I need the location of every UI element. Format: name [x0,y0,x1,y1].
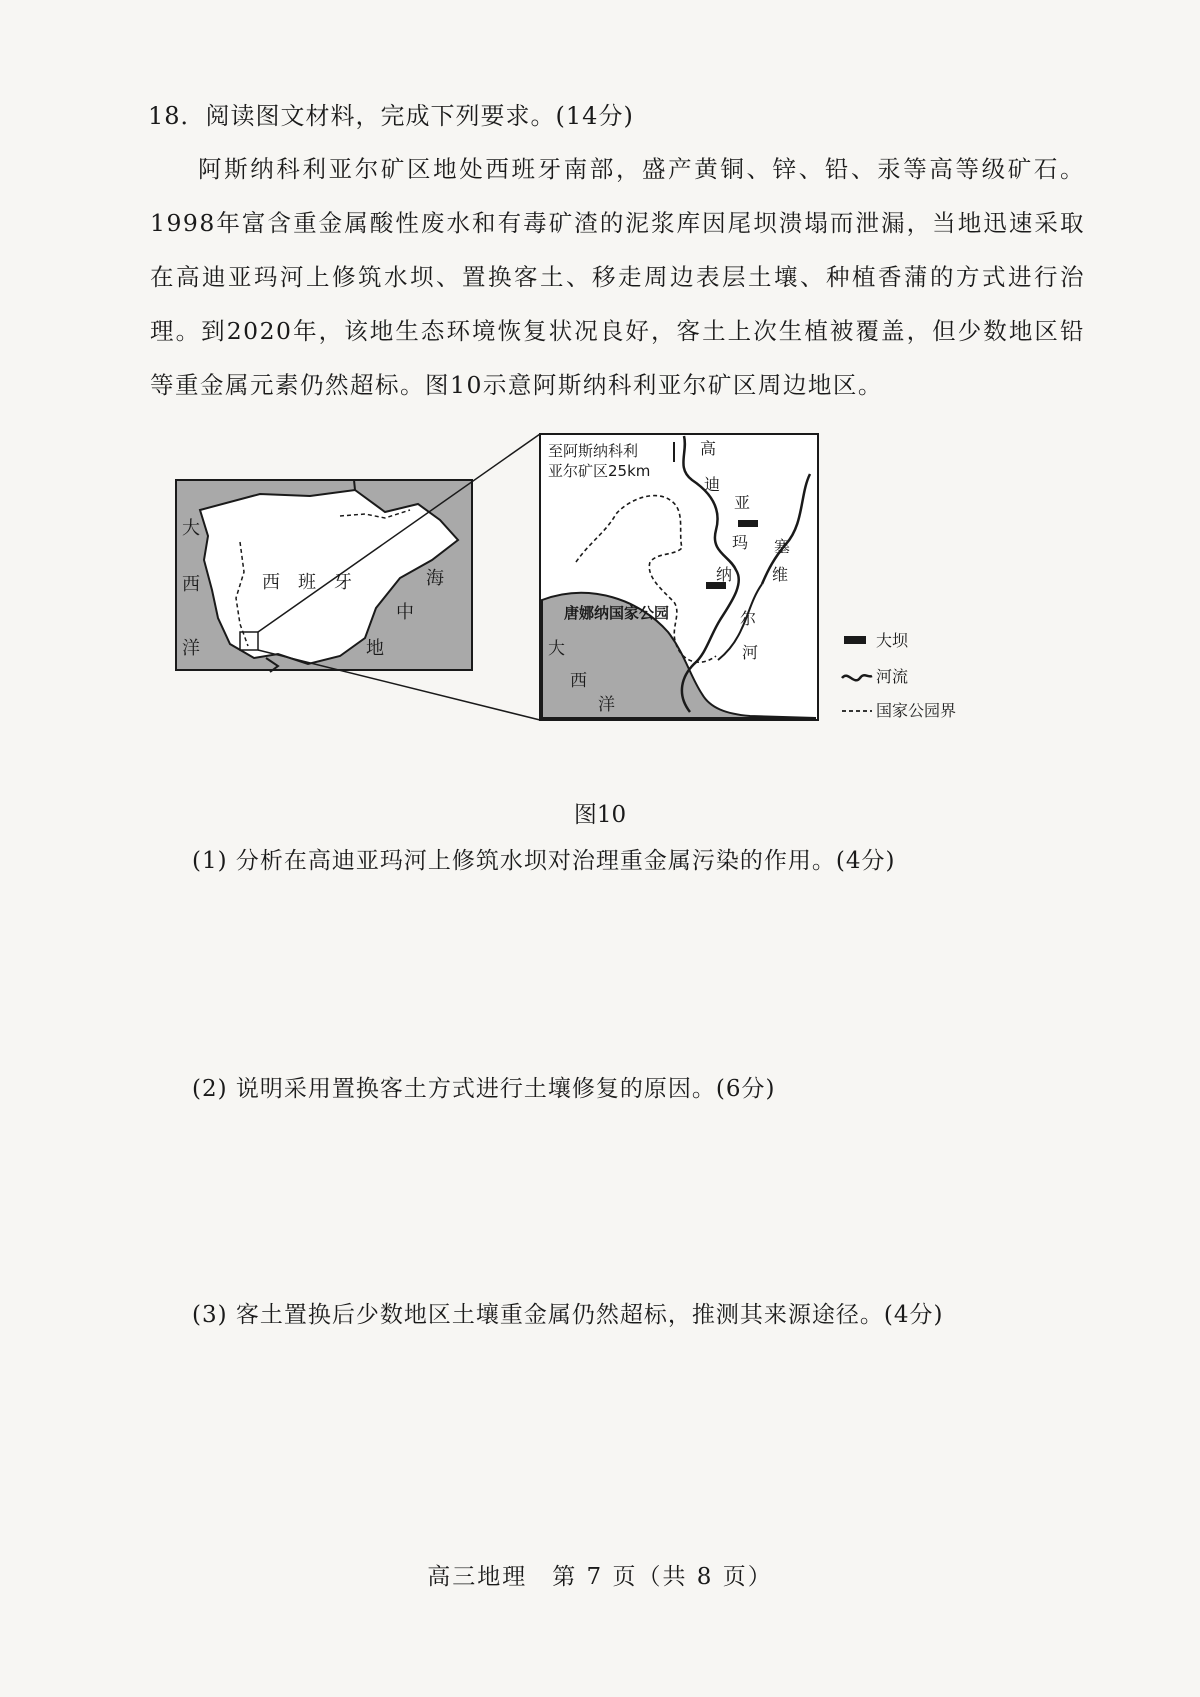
left-atlantic-3: 洋 [182,638,200,659]
right-map-detail [540,434,818,720]
legend-dam-label: 大坝 [876,631,909,650]
park-label: 唐娜纳国家公园 [564,604,670,622]
river-char-4: 玛 [732,533,749,552]
subquestion-3: (3) 客土置换后少数地区土壤重金属仍然超标，推测其来源途径。(4分) [192,1302,944,1328]
legend-river-label: 河流 [876,667,909,686]
left-atlantic-2: 西 [182,574,200,595]
river-char-5: 纳 [716,565,733,584]
mine-direction-note-2: 亚尔矿区25km [548,462,651,480]
map-legend [842,631,956,720]
city-char-2: 维 [772,565,789,584]
left-med-3: 地 [366,638,384,659]
question-title: 18．阅读图文材料，完成下列要求。(14分) [148,102,634,130]
left-med-1: 海 [426,568,444,589]
mine-direction-note-1: 至阿斯纳科利 [548,442,639,460]
left-med-2: 中 [396,602,414,623]
right-atlantic-2: 西 [570,671,587,691]
question-material: 阿斯纳科利亚尔矿区地处西班牙南部，盛产黄铜、锌、铅、汞等高等级矿石。1998年富含重金属酸性废水和有毒矿渣的泥浆库因尾坝溃塌而泄漏，当地迅速采取在高迪亚玛河上修筑水坝、置换客土、移走周边表层土壤、种植香蒲的方式进行治理。到2020年，该地生态环境恢复状况良好，客土上次生植被覆盖，但少数地区铅等重金属元素仍然超标。图10示意阿斯纳科利亚尔矿区周边地区。 [150,155,1085,399]
river-char-2: 迪 [704,475,721,494]
left-map-iberia [176,480,472,672]
page-footer: 高三地理 第 7 页（共 8 页） [427,1564,773,1590]
river-char-3: 亚 [734,493,751,512]
right-atlantic-1: 大 [548,639,565,659]
right-atlantic-3: 洋 [598,695,615,715]
legend-park-boundary-label: 国家公园界 [876,701,957,720]
left-atlantic-1: 大 [182,518,200,539]
left-spain-label: 西 班 牙 [262,572,352,593]
figure-10-map [170,432,1100,802]
figure-caption: 图10 [573,802,627,828]
subquestion-1: (1) 分析在高迪亚玛河上修筑水坝对治理重金属污染的作用。(4分) [192,848,896,874]
river-char-6: 尔 [740,609,757,628]
subquestion-2: (2) 说明采用置换客土方式进行土壤修复的原因。(6分) [192,1076,776,1102]
river-char-7: 河 [742,643,759,662]
city-char-1: 塞 [774,537,791,556]
river-char-1: 高 [700,439,717,458]
